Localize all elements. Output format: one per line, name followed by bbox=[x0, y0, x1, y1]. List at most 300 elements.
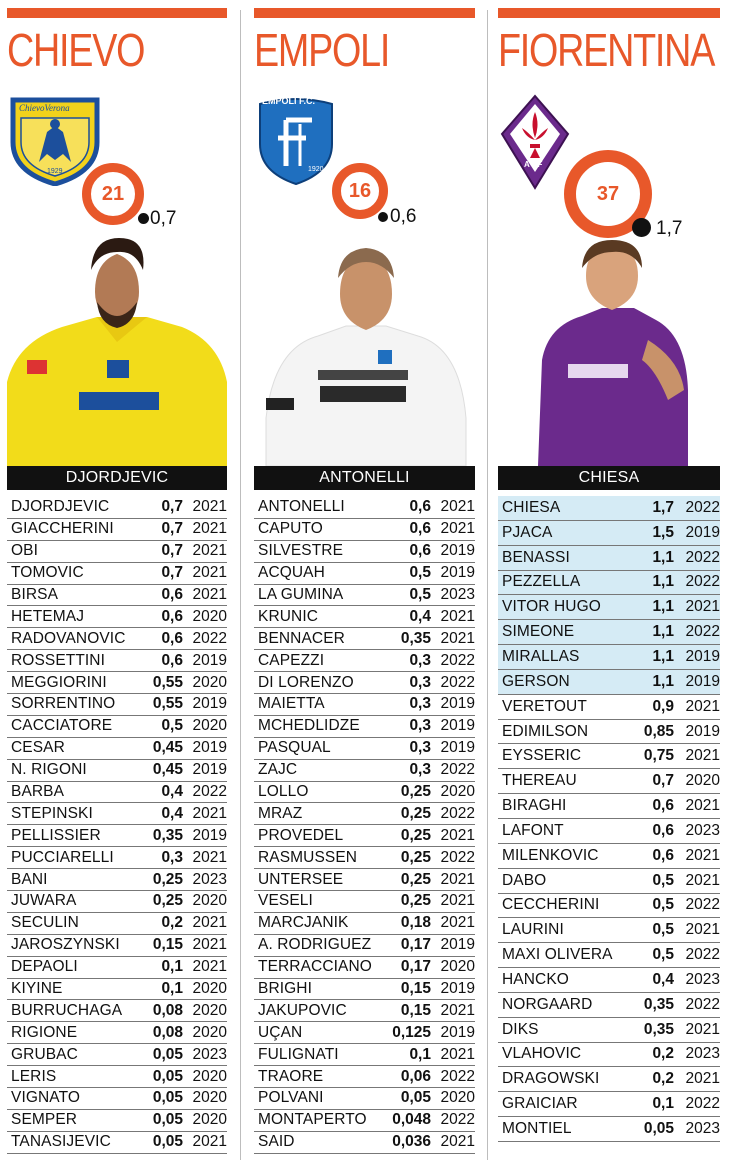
table-row bbox=[254, 957, 475, 979]
table-row bbox=[498, 968, 720, 993]
player-name: MEGGIORINI bbox=[11, 673, 107, 691]
player-value: 0,6 bbox=[161, 607, 183, 625]
player-value: 0,55 bbox=[152, 695, 183, 713]
player-year: 2019 bbox=[440, 739, 475, 757]
player-name: VIGNATO bbox=[11, 1089, 81, 1107]
player-year: 2019 bbox=[192, 739, 227, 757]
player-year: 2021 bbox=[440, 629, 475, 647]
player-name: MAIETTA bbox=[258, 695, 325, 713]
table-row bbox=[254, 869, 475, 891]
table-row bbox=[498, 844, 720, 869]
player-value: 1,5 bbox=[652, 523, 674, 541]
table-row bbox=[7, 716, 227, 738]
player-value: 0,3 bbox=[409, 695, 431, 713]
player-name: CHIESA bbox=[502, 498, 561, 516]
player-name: DEPAOLI bbox=[11, 958, 78, 976]
table-row bbox=[254, 606, 475, 628]
table-row bbox=[254, 1132, 475, 1154]
player-value: 0,5 bbox=[409, 564, 431, 582]
player-value: 0,25 bbox=[400, 804, 431, 822]
player-value: 0,15 bbox=[152, 936, 183, 954]
player-name: OBI bbox=[11, 542, 39, 560]
player-value: 0,6 bbox=[652, 846, 674, 864]
player-year: 2020 bbox=[192, 892, 227, 910]
player-value: 1,1 bbox=[652, 548, 674, 566]
player-name: MIRALLAS bbox=[502, 647, 580, 665]
player-value: 0,85 bbox=[643, 722, 674, 740]
player-value: 0,2 bbox=[652, 1070, 674, 1088]
player-value: 1,7 bbox=[652, 498, 674, 516]
player-name: DRAGOWSKI bbox=[502, 1070, 600, 1088]
player-value: 0,1 bbox=[161, 958, 183, 976]
player-year: 2022 bbox=[685, 946, 720, 964]
player-year: 2021 bbox=[192, 958, 227, 976]
player-name: RADOVANOVIC bbox=[11, 629, 126, 647]
table-row bbox=[498, 744, 720, 769]
player-value: 0,6 bbox=[409, 542, 431, 560]
table-row bbox=[254, 672, 475, 694]
player-name: VITOR HUGO bbox=[502, 598, 601, 616]
player-name: CAPEZZI bbox=[258, 651, 325, 669]
table-row bbox=[254, 541, 475, 563]
player-value: 0,17 bbox=[400, 936, 431, 954]
empoli-crest-year: 1920 bbox=[308, 166, 324, 173]
table-row bbox=[254, 738, 475, 760]
player-name: SEMPER bbox=[11, 1111, 78, 1129]
player-value: 0,7 bbox=[652, 772, 674, 790]
player-name: THEREAU bbox=[502, 772, 577, 790]
chievo-crest-text: ChievoVerona bbox=[19, 103, 70, 113]
player-name: TERRACCIANO bbox=[258, 958, 372, 976]
player-year: 2021 bbox=[440, 1001, 475, 1019]
table-row bbox=[498, 1018, 720, 1043]
player-year: 2023 bbox=[192, 870, 227, 888]
player-year: 2019 bbox=[685, 647, 720, 665]
player-year: 2021 bbox=[440, 607, 475, 625]
player-name: MONTIEL bbox=[502, 1120, 572, 1138]
player-year: 2019 bbox=[440, 564, 475, 582]
table-row bbox=[498, 1117, 720, 1142]
player-name: LERIS bbox=[11, 1067, 57, 1085]
column-chievo bbox=[7, 0, 227, 1172]
table-row bbox=[254, 847, 475, 869]
player-value: 0,7 bbox=[161, 564, 183, 582]
table-row bbox=[254, 1044, 475, 1066]
table-row bbox=[7, 1044, 227, 1066]
player-year: 2020 bbox=[192, 673, 227, 691]
table-row bbox=[7, 497, 227, 519]
player-year: 2021 bbox=[685, 871, 720, 889]
player-name: POLVANI bbox=[258, 1089, 324, 1107]
table-row bbox=[7, 585, 227, 607]
player-value: 0,4 bbox=[652, 970, 674, 988]
player-name: UÇAN bbox=[258, 1023, 303, 1041]
player-name: MAXI OLIVERA bbox=[502, 946, 613, 964]
player-year: 2020 bbox=[192, 717, 227, 735]
player-year: 2019 bbox=[192, 651, 227, 669]
table-row bbox=[254, 935, 475, 957]
player-name: PASQUAL bbox=[258, 739, 331, 757]
table-row bbox=[254, 1000, 475, 1022]
player-year: 2021 bbox=[192, 542, 227, 560]
player-year: 2021 bbox=[192, 498, 227, 516]
player-value: 0,35 bbox=[643, 995, 674, 1013]
table-row bbox=[498, 496, 720, 521]
player-name: BANI bbox=[11, 870, 48, 888]
table-row bbox=[7, 979, 227, 1001]
section-bar bbox=[7, 8, 227, 18]
player-name: NORGAARD bbox=[502, 995, 593, 1013]
table-row bbox=[254, 1022, 475, 1044]
player-year: 2023 bbox=[685, 821, 720, 839]
player-name: VLAHOVIC bbox=[502, 1045, 582, 1063]
player-year: 2020 bbox=[192, 607, 227, 625]
table-row bbox=[7, 825, 227, 847]
table-row bbox=[7, 1132, 227, 1154]
table-row bbox=[498, 769, 720, 794]
table-row bbox=[7, 935, 227, 957]
table-row bbox=[254, 1110, 475, 1132]
table-row bbox=[498, 1043, 720, 1068]
player-name: RASMUSSEN bbox=[258, 848, 358, 866]
table-row bbox=[7, 847, 227, 869]
player-name: MARCJANIK bbox=[258, 914, 349, 932]
player-year: 2019 bbox=[440, 542, 475, 560]
player-value: 0,25 bbox=[400, 783, 431, 801]
player-year: 2022 bbox=[192, 783, 227, 801]
player-name: KRUNIC bbox=[258, 607, 319, 625]
player-year: 2020 bbox=[685, 772, 720, 790]
table-row bbox=[254, 563, 475, 585]
player-value: 0,17 bbox=[400, 958, 431, 976]
player-name: JUWARA bbox=[11, 892, 77, 910]
player-year: 2019 bbox=[685, 672, 720, 690]
player-name: GRAICIAR bbox=[502, 1095, 578, 1113]
empoli-crest-icon bbox=[256, 94, 336, 186]
player-name: BURRUCHAGA bbox=[11, 1001, 123, 1019]
player-name: TOMOVIC bbox=[11, 564, 84, 582]
table-row bbox=[7, 1088, 227, 1110]
player-value: 0,25 bbox=[400, 848, 431, 866]
total-ring bbox=[82, 163, 144, 225]
table-row bbox=[498, 918, 720, 943]
player-year: 2022 bbox=[440, 848, 475, 866]
table-row bbox=[498, 595, 720, 620]
player-year: 2022 bbox=[440, 804, 475, 822]
average-value: 0,6 bbox=[390, 206, 417, 227]
player-value: 0,6 bbox=[161, 629, 183, 647]
total-value: 37 bbox=[596, 182, 620, 205]
player-value: 0,5 bbox=[652, 921, 674, 939]
player-year: 2019 bbox=[192, 826, 227, 844]
player-name: PROVEDEL bbox=[258, 826, 344, 844]
table-row bbox=[7, 782, 227, 804]
player-name: BRIGHI bbox=[258, 980, 312, 998]
section-bar bbox=[254, 8, 475, 18]
player-year: 2019 bbox=[192, 695, 227, 713]
table-row bbox=[498, 794, 720, 819]
average-value: 1,7 bbox=[656, 218, 683, 239]
table-row bbox=[254, 760, 475, 782]
player-year: 2021 bbox=[192, 564, 227, 582]
team-title: CHIEVO bbox=[7, 24, 145, 76]
average-dot bbox=[138, 213, 149, 224]
player-name: PEZZELLA bbox=[502, 573, 581, 591]
player-name: TANASIJEVIC bbox=[11, 1133, 111, 1151]
player-year: 2021 bbox=[685, 1070, 720, 1088]
player-value: 0,4 bbox=[161, 783, 183, 801]
player-value: 0,3 bbox=[409, 673, 431, 691]
table-row bbox=[498, 894, 720, 919]
player-value: 0,05 bbox=[152, 1045, 183, 1063]
player-photo bbox=[7, 232, 227, 466]
player-name: ANTONELLI bbox=[258, 498, 345, 516]
player-name: LAURINI bbox=[502, 921, 564, 939]
table-row bbox=[254, 825, 475, 847]
player-value: 0,7 bbox=[161, 520, 183, 538]
player-year: 2021 bbox=[440, 520, 475, 538]
table-row bbox=[254, 1088, 475, 1110]
table-row bbox=[498, 869, 720, 894]
player-value: 0,05 bbox=[152, 1089, 183, 1107]
player-value: 1,1 bbox=[652, 672, 674, 690]
player-year: 2023 bbox=[192, 1045, 227, 1063]
player-value: 0,6 bbox=[652, 821, 674, 839]
player-value: 0,2 bbox=[652, 1045, 674, 1063]
player-name: VERETOUT bbox=[502, 697, 587, 715]
player-value: 0,08 bbox=[152, 1023, 183, 1041]
player-year: 2020 bbox=[192, 1111, 227, 1129]
player-value: 0,75 bbox=[643, 747, 674, 765]
player-value: 1,1 bbox=[652, 647, 674, 665]
table-row bbox=[498, 1067, 720, 1092]
chievo-crest-year: 1929 bbox=[47, 168, 63, 175]
player-value: 0,05 bbox=[400, 1089, 431, 1107]
player-name: PJACA bbox=[502, 523, 553, 541]
player-value: 0,35 bbox=[643, 1020, 674, 1038]
player-name: VESELI bbox=[258, 892, 313, 910]
table-row bbox=[7, 760, 227, 782]
player-value: 0,35 bbox=[400, 629, 431, 647]
table-row bbox=[7, 913, 227, 935]
table-row bbox=[498, 571, 720, 596]
player-year: 2023 bbox=[685, 970, 720, 988]
table-row bbox=[254, 497, 475, 519]
player-value: 0,05 bbox=[152, 1133, 183, 1151]
average-dot bbox=[632, 218, 651, 237]
table-row bbox=[7, 563, 227, 585]
player-value: 0,25 bbox=[400, 826, 431, 844]
player-value: 0,6 bbox=[409, 520, 431, 538]
player-name: BARBA bbox=[11, 783, 65, 801]
player-value: 1,1 bbox=[652, 598, 674, 616]
player-year: 2019 bbox=[440, 717, 475, 735]
player-value: 0,4 bbox=[161, 804, 183, 822]
player-name: UNTERSEE bbox=[258, 870, 344, 888]
player-value: 0,036 bbox=[392, 1133, 431, 1151]
table-row bbox=[254, 694, 475, 716]
table-row bbox=[254, 628, 475, 650]
player-year: 2020 bbox=[192, 1023, 227, 1041]
player-value: 0,6 bbox=[409, 498, 431, 516]
table-row bbox=[498, 645, 720, 670]
table-row bbox=[7, 541, 227, 563]
player-name: HANCKO bbox=[502, 970, 569, 988]
player-name: ROSSETTINI bbox=[11, 651, 106, 669]
player-value: 0,5 bbox=[652, 896, 674, 914]
table-row bbox=[7, 650, 227, 672]
table-row bbox=[7, 891, 227, 913]
table-row bbox=[7, 803, 227, 825]
player-value: 0,05 bbox=[152, 1111, 183, 1129]
featured-player-bar: CHIESA bbox=[498, 466, 720, 490]
player-value: 0,7 bbox=[161, 498, 183, 516]
player-year: 2021 bbox=[192, 848, 227, 866]
table-row bbox=[7, 1022, 227, 1044]
table-row bbox=[254, 1066, 475, 1088]
table-row bbox=[7, 606, 227, 628]
table-row bbox=[498, 1092, 720, 1117]
table-row bbox=[254, 913, 475, 935]
player-year: 2022 bbox=[685, 896, 720, 914]
player-year: 2021 bbox=[440, 826, 475, 844]
player-year: 2019 bbox=[440, 936, 475, 954]
player-value: 0,1 bbox=[652, 1095, 674, 1113]
player-value: 0,15 bbox=[400, 1001, 431, 1019]
player-value: 0,6 bbox=[652, 797, 674, 815]
player-year: 2020 bbox=[440, 783, 475, 801]
player-value: 0,5 bbox=[409, 586, 431, 603]
fiorentina-lily-icon bbox=[500, 94, 570, 190]
player-name: A. RODRIGUEZ bbox=[258, 936, 372, 954]
player-year: 2021 bbox=[440, 1045, 475, 1063]
player-name: FULIGNATI bbox=[258, 1045, 339, 1063]
player-value: 0,25 bbox=[400, 892, 431, 910]
player-year: 2022 bbox=[192, 629, 227, 647]
player-year: 2022 bbox=[440, 1067, 475, 1085]
player-name: PELLISSIER bbox=[11, 826, 101, 844]
player-name: N. RIGONI bbox=[11, 761, 87, 779]
table-row bbox=[498, 819, 720, 844]
table-row bbox=[254, 519, 475, 541]
player-year: 2023 bbox=[685, 1045, 720, 1063]
player-list bbox=[7, 497, 227, 1154]
team-title: EMPOLI bbox=[254, 24, 390, 76]
player-year: 2021 bbox=[192, 936, 227, 954]
player-year: 2021 bbox=[685, 846, 720, 864]
player-value: 0,3 bbox=[161, 848, 183, 866]
player-value: 0,35 bbox=[152, 826, 183, 844]
player-year: 2020 bbox=[440, 1089, 475, 1107]
table-row bbox=[498, 720, 720, 745]
player-name: BIRAGHI bbox=[502, 797, 567, 815]
player-value: 0,55 bbox=[152, 673, 183, 691]
player-year: 2022 bbox=[440, 651, 475, 669]
player-name: DABO bbox=[502, 871, 547, 889]
total-ring bbox=[332, 163, 388, 219]
player-value: 0,5 bbox=[652, 946, 674, 964]
total-value: 21 bbox=[101, 182, 125, 205]
player-year: 2019 bbox=[440, 980, 475, 998]
player-name: PUCCIARELLI bbox=[11, 848, 114, 866]
player-name: SECULIN bbox=[11, 914, 79, 932]
player-year: 2019 bbox=[685, 523, 720, 541]
table-row bbox=[254, 716, 475, 738]
table-row bbox=[7, 869, 227, 891]
player-value: 0,6 bbox=[161, 586, 183, 603]
player-name: JAROSZYNSKI bbox=[11, 936, 120, 954]
column-fiorentina bbox=[498, 0, 720, 1172]
player-year: 2022 bbox=[685, 548, 720, 566]
player-name: DJORDJEVIC bbox=[11, 498, 110, 516]
table-row bbox=[7, 1110, 227, 1132]
player-year: 2020 bbox=[192, 1001, 227, 1019]
player-name: JAKUPOVIC bbox=[258, 1001, 347, 1019]
player-year: 2023 bbox=[685, 1120, 720, 1138]
empoli-crest-text: EMPOLI F.C. bbox=[262, 96, 316, 106]
table-row bbox=[7, 694, 227, 716]
player-name: EYSSERIC bbox=[502, 747, 582, 765]
player-name: SORRENTINO bbox=[11, 695, 116, 713]
featured-player-bar: ANTONELLI bbox=[254, 466, 475, 490]
player-value: 0,08 bbox=[152, 1001, 183, 1019]
player-value: 0,45 bbox=[152, 761, 183, 779]
player-name: LOLLO bbox=[258, 783, 309, 801]
player-value: 0,18 bbox=[400, 914, 431, 932]
player-year: 2021 bbox=[685, 697, 720, 715]
player-name: BENASSI bbox=[502, 548, 570, 566]
player-year: 2021 bbox=[192, 1133, 227, 1151]
player-name: MRAZ bbox=[258, 804, 303, 822]
player-value: 0,45 bbox=[152, 739, 183, 757]
player-value: 0,15 bbox=[400, 980, 431, 998]
player-year: 2021 bbox=[685, 1020, 720, 1038]
player-year: 2020 bbox=[192, 980, 227, 998]
player-name: MCHEDLIDZE bbox=[258, 717, 360, 735]
player-name: BIRSA bbox=[11, 586, 59, 603]
table-row bbox=[7, 957, 227, 979]
player-name: HETEMAJ bbox=[11, 607, 85, 625]
player-year: 2021 bbox=[440, 892, 475, 910]
player-year: 2021 bbox=[440, 498, 475, 516]
table-row bbox=[254, 585, 475, 607]
player-value: 0,25 bbox=[152, 892, 183, 910]
player-name: GIACCHERINI bbox=[11, 520, 114, 538]
player-value: 1,1 bbox=[652, 573, 674, 591]
table-row bbox=[7, 1000, 227, 1022]
player-value: 0,1 bbox=[161, 980, 183, 998]
player-name: MILENKOVIC bbox=[502, 846, 599, 864]
section-bar bbox=[498, 8, 720, 18]
player-name: STEPINSKI bbox=[11, 804, 93, 822]
player-year: 2022 bbox=[685, 995, 720, 1013]
player-year: 2021 bbox=[192, 804, 227, 822]
player-value: 0,05 bbox=[643, 1120, 674, 1138]
table-row bbox=[254, 803, 475, 825]
player-value: 0,25 bbox=[400, 870, 431, 888]
player-name: LAFONT bbox=[502, 821, 564, 839]
player-name: SAID bbox=[258, 1133, 295, 1151]
player-value: 0,1 bbox=[409, 1045, 431, 1063]
player-value: 0,25 bbox=[152, 870, 183, 888]
player-value: 0,125 bbox=[392, 1023, 431, 1041]
table-row bbox=[498, 620, 720, 645]
player-year: 2020 bbox=[192, 1067, 227, 1085]
player-name: GRUBAC bbox=[11, 1045, 78, 1063]
player-value: 0,3 bbox=[409, 739, 431, 757]
player-value: 0,7 bbox=[161, 542, 183, 560]
total-value: 16 bbox=[348, 179, 372, 202]
